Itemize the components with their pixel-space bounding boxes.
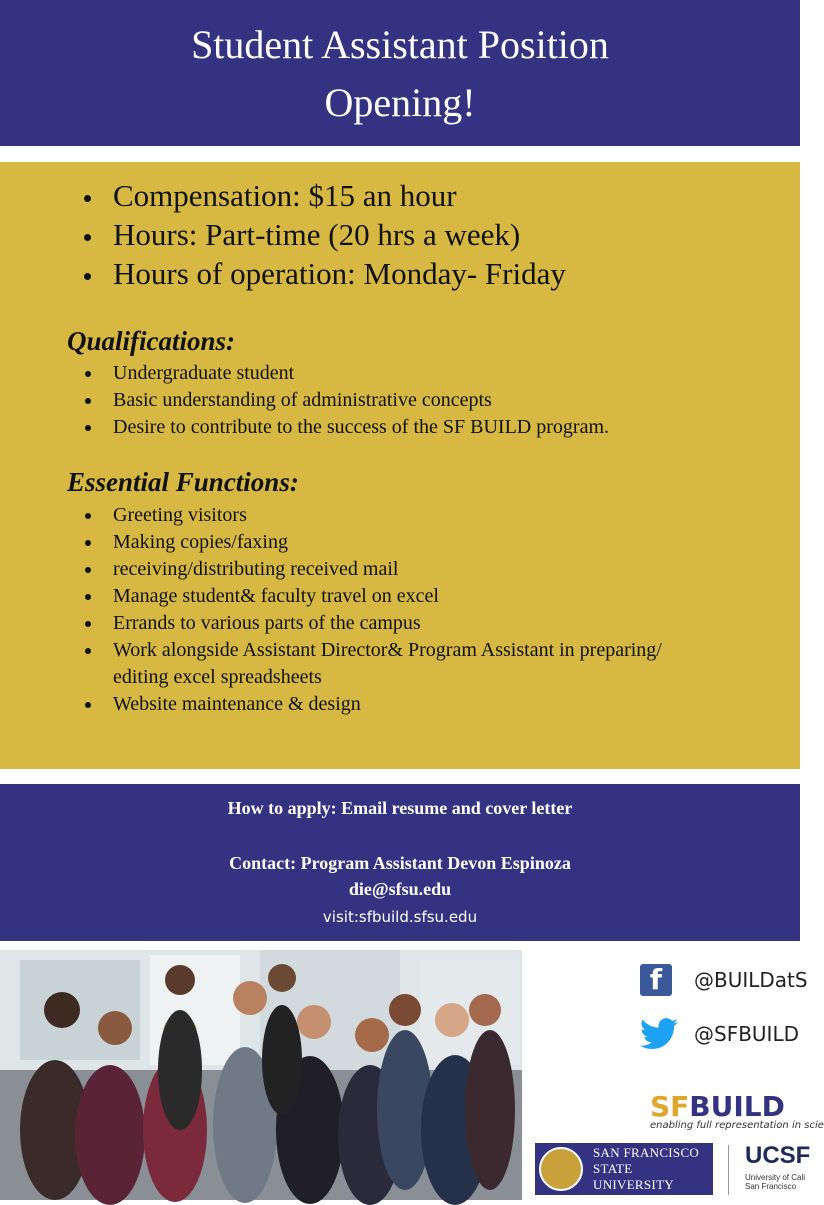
ucsf-logo: UCSF bbox=[745, 1142, 811, 1169]
list-item: Desire to contribute to the success of the SF BUILD program. bbox=[80, 414, 609, 441]
qualifications-list bbox=[80, 360, 609, 441]
contact-name: Contact: Program Assistant Devon Espinoza bbox=[229, 853, 571, 873]
highlights-list bbox=[80, 176, 566, 293]
list-item: Making copies/faxing bbox=[80, 529, 713, 556]
list-item: Work alongside Assistant Director& Program Assistant in preparing/ editing excel spreadsheets bbox=[80, 637, 713, 691]
header-banner bbox=[0, 0, 800, 146]
sfbuild-logo: SFBUILD bbox=[650, 1090, 785, 1123]
twitter-link[interactable] bbox=[640, 1016, 799, 1052]
essential-functions-list bbox=[80, 502, 713, 718]
twitter-handle: @SFBUILD bbox=[694, 1022, 799, 1046]
facebook-link[interactable] bbox=[640, 962, 808, 998]
facebook-icon: f bbox=[640, 964, 672, 996]
contact-email-link[interactable]: die@sfsu.edu bbox=[348, 879, 452, 899]
essential-functions-title: Essential Functions: bbox=[67, 467, 299, 497]
seal-icon bbox=[539, 1147, 583, 1191]
page-title-line1: Student Assistant Position bbox=[191, 22, 609, 67]
sfbuild-tagline: enabling full representation in scie bbox=[650, 1120, 824, 1131]
list-item: Website maintenance & design bbox=[80, 691, 713, 718]
how-to-apply: How to apply: Email resume and cover letter bbox=[227, 798, 573, 818]
team-photo bbox=[0, 950, 522, 1200]
list-item: Greeting visitors bbox=[80, 502, 713, 529]
website-link[interactable]: visit:sfbuild.sfsu.edu bbox=[322, 908, 478, 926]
highlight-operation: Hours of operation: Monday- Friday bbox=[80, 254, 566, 293]
highlight-hours: Hours: Part-time (20 hrs a week) bbox=[80, 215, 566, 254]
list-item: Basic understanding of administrative concepts bbox=[80, 387, 609, 414]
qualifications-title: Qualifications: bbox=[67, 326, 236, 356]
facebook-handle: @BUILDatS bbox=[694, 968, 808, 992]
list-item: Manage student& faculty travel on excel bbox=[80, 583, 713, 610]
list-item: Errands to various parts of the campus bbox=[80, 610, 713, 637]
job-details-panel bbox=[0, 162, 800, 769]
page-title-line2: Opening! bbox=[324, 80, 476, 125]
highlight-compensation: Compensation: $15 an hour bbox=[80, 176, 566, 215]
ucsf-subtitle: University of Cali San Francisco bbox=[745, 1173, 806, 1191]
logo-divider bbox=[728, 1145, 729, 1195]
list-item: receiving/distributing received mail bbox=[80, 556, 713, 583]
twitter-icon bbox=[640, 1018, 678, 1050]
apply-panel bbox=[0, 784, 800, 941]
list-item: Undergraduate student bbox=[80, 360, 609, 387]
sfsu-logo: SAN FRANCISCO STATE UNIVERSITY bbox=[535, 1143, 713, 1195]
